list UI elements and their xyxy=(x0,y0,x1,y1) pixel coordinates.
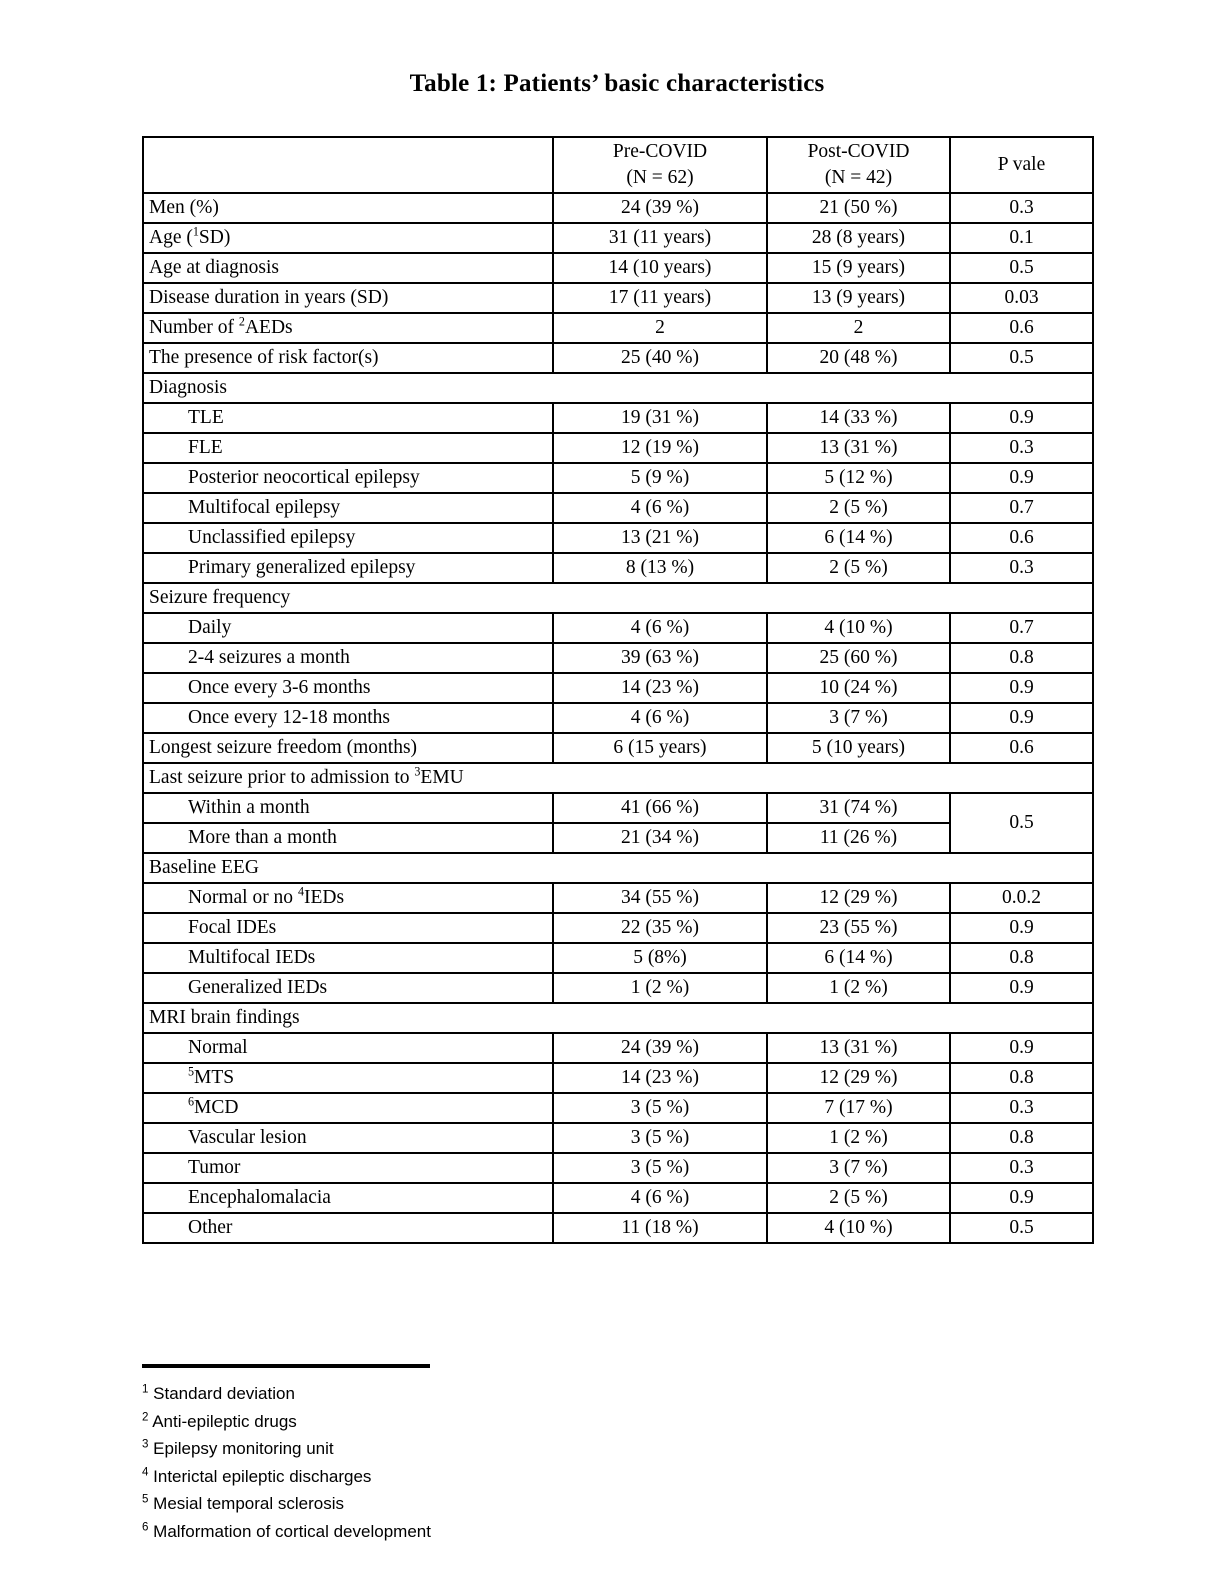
pre-covid-value-cell: 5 (9 %) xyxy=(553,463,767,493)
post-covid-value-cell: 15 (9 years) xyxy=(767,253,950,283)
footnote-number: 4 xyxy=(142,1465,149,1478)
row-label-cell: Unclassified epilepsy xyxy=(143,523,553,553)
table-row xyxy=(143,643,1093,673)
pre-covid-value-cell: 4 (6 %) xyxy=(553,1183,767,1213)
superscript-marker: 1 xyxy=(192,224,199,239)
pre-covid-value-cell: 8 (13 %) xyxy=(553,553,767,583)
table-row xyxy=(143,223,1093,253)
row-label-cell: Number of $^2$AEDs xyxy=(143,313,553,343)
row-label-cell: Age ($^1$SD) xyxy=(143,223,553,253)
row-label-cell: The presence of risk factor(s) xyxy=(143,343,553,373)
row-label-cell: Once every 12-18 months xyxy=(143,703,553,733)
p-value-cell: 0.8 xyxy=(950,1063,1093,1093)
row-label-cell: Daily xyxy=(143,613,553,643)
table-row xyxy=(143,253,1093,283)
p-value-cell: 0.9 xyxy=(950,673,1093,703)
footnote xyxy=(142,1380,1092,1408)
table-title: Table 1: Patients’ basic characteristics xyxy=(409,70,825,97)
p-value-cell: 0.3 xyxy=(950,553,1093,583)
table-row xyxy=(143,883,1093,913)
pre-covid-value-cell: 34 (55 %) xyxy=(553,883,767,913)
row-label-cell: Vascular lesion xyxy=(143,1123,553,1153)
pre-covid-value-cell: 5 (8%) xyxy=(553,943,767,973)
p-value-cell: 0.9 xyxy=(950,1183,1093,1213)
section-label-cell: MRI brain findings xyxy=(143,1003,1093,1033)
table-row xyxy=(143,463,1093,493)
footnote xyxy=(142,1463,1092,1491)
header-post-covid-cell xyxy=(767,137,950,193)
footnote-number: 5 xyxy=(142,1493,149,1506)
section-label-cell: Last seizure prior to admission to $^3$EMU xyxy=(143,763,1093,793)
footnote xyxy=(142,1518,1092,1546)
table-row xyxy=(143,973,1093,1003)
row-label-cell: Posterior neocortical epilepsy xyxy=(143,463,553,493)
row-label-cell: Multifocal IEDs xyxy=(143,943,553,973)
footnotes-block xyxy=(142,1364,1092,1545)
row-label-cell: Once every 3-6 months xyxy=(143,673,553,703)
footnote-list xyxy=(142,1380,1092,1545)
superscript-marker: 3 xyxy=(414,764,421,779)
row-label-cell: Tumor xyxy=(143,1153,553,1183)
p-value-cell: 0.9 xyxy=(950,463,1093,493)
row-label-cell: Encephalomalacia xyxy=(143,1183,553,1213)
table-row xyxy=(143,343,1093,373)
post-covid-value-cell: 2 (5 %) xyxy=(767,553,950,583)
p-value-cell: 0.8 xyxy=(950,943,1093,973)
post-covid-value-cell: 11 (26 %) xyxy=(767,823,950,853)
row-label-cell: $^6$MCD xyxy=(143,1093,553,1123)
post-covid-value-cell: 1 (2 %) xyxy=(767,1123,950,1153)
table-row xyxy=(143,1093,1093,1123)
table-row xyxy=(143,703,1093,733)
pre-covid-value-cell: 4 (6 %) xyxy=(553,703,767,733)
p-value-cell: 0.6 xyxy=(950,733,1093,763)
post-covid-value-cell: 28 (8 years) xyxy=(767,223,950,253)
header-empty-cell xyxy=(143,137,553,193)
superscript-marker: 5 xyxy=(188,1064,195,1079)
p-value-cell: 0.8 xyxy=(950,643,1093,673)
pre-covid-value-cell: 3 (5 %) xyxy=(553,1123,767,1153)
section-label-cell: Seizure frequency xyxy=(143,583,1093,613)
table-row xyxy=(143,733,1093,763)
post-covid-value-cell: 2 (5 %) xyxy=(767,493,950,523)
table-header xyxy=(143,137,1093,193)
footnote-number: 1 xyxy=(142,1383,149,1396)
pre-covid-value-cell: 6 (15 years) xyxy=(553,733,767,763)
pre-covid-value-cell: 4 (6 %) xyxy=(553,493,767,523)
footnote-text: Malformation of cortical development xyxy=(153,1521,431,1541)
table-row xyxy=(143,553,1093,583)
p-value-cell: 0.9 xyxy=(950,403,1093,433)
pre-covid-value-cell: 3 (5 %) xyxy=(553,1153,767,1183)
p-value-cell: 0.3 xyxy=(950,1093,1093,1123)
post-covid-label: Post-COVID xyxy=(807,141,910,162)
header-row xyxy=(143,137,1093,193)
footnote-text: Interictal epileptic discharges xyxy=(153,1466,372,1486)
section-row xyxy=(143,373,1093,403)
post-covid-value-cell: 20 (48 %) xyxy=(767,343,950,373)
footnote xyxy=(142,1435,1092,1463)
p-value-cell: 0.9 xyxy=(950,973,1093,1003)
table-row xyxy=(143,1213,1093,1243)
p-value-cell: 0.7 xyxy=(950,493,1093,523)
post-covid-value-cell: 2 (5 %) xyxy=(767,1183,950,1213)
post-covid-value-cell: 4 (10 %) xyxy=(767,1213,950,1243)
pre-covid-value-cell: 24 (39 %) xyxy=(553,1033,767,1063)
pre-covid-value-cell: 41 (66 %) xyxy=(553,793,767,823)
row-label-cell: 2-4 seizures a month xyxy=(143,643,553,673)
superscript-marker: 4 xyxy=(297,884,304,899)
superscript-marker: 2 xyxy=(238,314,245,329)
row-label-cell: Other xyxy=(143,1213,553,1243)
post-covid-value-cell: 3 (7 %) xyxy=(767,703,950,733)
p-value-cell: 0.3 xyxy=(950,193,1093,223)
table-row xyxy=(143,673,1093,703)
p-value-cell: 0.8 xyxy=(950,1123,1093,1153)
post-covid-value-cell: 6 (14 %) xyxy=(767,523,950,553)
post-covid-value-cell: 13 (31 %) xyxy=(767,1033,950,1063)
table-row xyxy=(143,1123,1093,1153)
table-row xyxy=(143,613,1093,643)
table-row xyxy=(143,793,1093,823)
pre-covid-value-cell: 12 (19 %) xyxy=(553,433,767,463)
pre-covid-value-cell: 21 (34 %) xyxy=(553,823,767,853)
row-label-cell: Men (%) xyxy=(143,193,553,223)
p-value-cell: 0.6 xyxy=(950,313,1093,343)
row-label-cell: More than a month xyxy=(143,823,553,853)
p-value-cell: 0.0.2 xyxy=(950,883,1093,913)
header-pre-covid-cell xyxy=(553,137,767,193)
pre-covid-value-cell: 17 (11 years) xyxy=(553,283,767,313)
pre-covid-value-cell: 2 xyxy=(553,313,767,343)
p-value-cell: 0.5 xyxy=(950,253,1093,283)
pre-covid-value-cell: 19 (31 %) xyxy=(553,403,767,433)
p-value-cell: 0.03 xyxy=(950,283,1093,313)
pre-covid-value-cell: 13 (21 %) xyxy=(553,523,767,553)
row-label-cell: TLE xyxy=(143,403,553,433)
pre-covid-value-cell: 22 (35 %) xyxy=(553,913,767,943)
pre-covid-value-cell: 24 (39 %) xyxy=(553,193,767,223)
footnote-number: 2 xyxy=(142,1410,149,1423)
row-label-cell: $^5$MTS xyxy=(143,1063,553,1093)
row-label-cell: Multifocal epilepsy xyxy=(143,493,553,523)
section-row xyxy=(143,1003,1093,1033)
pre-covid-value-cell: 39 (63 %) xyxy=(553,643,767,673)
table-row xyxy=(143,283,1093,313)
post-covid-value-cell: 12 (29 %) xyxy=(767,883,950,913)
section-row xyxy=(143,583,1093,613)
row-label-cell: Primary generalized epilepsy xyxy=(143,553,553,583)
p-value-cell: 0.9 xyxy=(950,703,1093,733)
row-label-cell: Normal xyxy=(143,1033,553,1063)
post-covid-value-cell: 25 (60 %) xyxy=(767,643,950,673)
table-row xyxy=(143,1063,1093,1093)
p-value-cell: 0.5 xyxy=(950,1213,1093,1243)
post-covid-value-cell: 10 (24 %) xyxy=(767,673,950,703)
p-value-cell: 0.5 xyxy=(950,793,1093,853)
footnote xyxy=(142,1408,1092,1436)
p-value-cell: 0.3 xyxy=(950,1153,1093,1183)
table-row xyxy=(143,313,1093,343)
table-row xyxy=(143,403,1093,433)
characteristics-table xyxy=(142,136,1094,1244)
footnote-number: 3 xyxy=(142,1438,149,1451)
pre-covid-value-cell: 31 (11 years) xyxy=(553,223,767,253)
post-covid-value-cell: 13 (9 years) xyxy=(767,283,950,313)
post-covid-value-cell: 1 (2 %) xyxy=(767,973,950,1003)
row-label-cell: Disease duration in years (SD) xyxy=(143,283,553,313)
section-row xyxy=(143,853,1093,883)
post-covid-value-cell: 5 (12 %) xyxy=(767,463,950,493)
table-row xyxy=(143,1033,1093,1063)
footnote-text: Anti-epileptic drugs xyxy=(152,1411,297,1431)
post-covid-value-cell: 23 (55 %) xyxy=(767,913,950,943)
p-value-cell: 0.1 xyxy=(950,223,1093,253)
footnote-text: Mesial temporal sclerosis xyxy=(153,1494,344,1513)
pre-covid-value-cell: 14 (23 %) xyxy=(553,1063,767,1093)
pre-covid-value-cell: 11 (18 %) xyxy=(553,1213,767,1243)
p-value-cell: 0.7 xyxy=(950,613,1093,643)
footnote-number: 6 xyxy=(142,1520,149,1533)
post-covid-n: (N = 42) xyxy=(824,167,893,188)
post-covid-value-cell: 12 (29 %) xyxy=(767,1063,950,1093)
row-label-cell: Focal IDEs xyxy=(143,913,553,943)
pre-covid-value-cell: 14 (23 %) xyxy=(553,673,767,703)
pre-covid-value-cell: 3 (5 %) xyxy=(553,1093,767,1123)
table-row xyxy=(143,193,1093,223)
pre-covid-value-cell: 25 (40 %) xyxy=(553,343,767,373)
pre-covid-n: (N = 62) xyxy=(626,167,694,188)
p-value-cell: 0.9 xyxy=(950,913,1093,943)
row-label-cell: Normal or no $^4$IEDs xyxy=(143,883,553,913)
pre-covid-value-cell: 1 (2 %) xyxy=(553,973,767,1003)
header-p-value-cell: P vale xyxy=(950,137,1093,193)
row-label-cell: Longest seizure freedom (months) xyxy=(143,733,553,763)
pre-covid-value-cell: 4 (6 %) xyxy=(553,613,767,643)
table-row xyxy=(143,913,1093,943)
p-value-cell: 0.9 xyxy=(950,1033,1093,1063)
post-covid-value-cell: 3 (7 %) xyxy=(767,1153,950,1183)
p-value-cell: 0.3 xyxy=(950,433,1093,463)
row-label-cell: Within a month xyxy=(143,793,553,823)
post-covid-value-cell: 13 (31 %) xyxy=(767,433,950,463)
post-covid-value-cell: 4 (10 %) xyxy=(767,613,950,643)
table-row xyxy=(143,433,1093,463)
p-value-cell: 0.5 xyxy=(950,343,1093,373)
section-label-cell: Diagnosis xyxy=(143,373,1093,403)
row-label-cell: Age at diagnosis xyxy=(143,253,553,283)
pre-covid-value-cell: 14 (10 years) xyxy=(553,253,767,283)
post-covid-value-cell: 2 xyxy=(767,313,950,343)
footnote xyxy=(142,1490,1092,1518)
footnote-text: Standard deviation xyxy=(153,1384,295,1403)
section-label-cell: Baseline EEG xyxy=(143,853,1093,883)
table-row xyxy=(143,1153,1093,1183)
row-label-cell: FLE xyxy=(143,433,553,463)
pre-covid-label: Pre-COVID xyxy=(612,141,708,162)
row-label-cell: Generalized IEDs xyxy=(143,973,553,1003)
post-covid-value-cell: 31 (74 %) xyxy=(767,793,950,823)
table-row xyxy=(143,523,1093,553)
p-value-cell: 0.6 xyxy=(950,523,1093,553)
table-body xyxy=(143,193,1093,1243)
post-covid-value-cell: 5 (10 years) xyxy=(767,733,950,763)
post-covid-value-cell: 14 (33 %) xyxy=(767,403,950,433)
footnote-text: Epilepsy monitoring unit xyxy=(153,1439,334,1458)
section-row xyxy=(143,763,1093,793)
post-covid-value-cell: 6 (14 %) xyxy=(767,943,950,973)
footnote-separator xyxy=(142,1364,430,1368)
table-row xyxy=(143,943,1093,973)
post-covid-value-cell: 7 (17 %) xyxy=(767,1093,950,1123)
table-row xyxy=(143,493,1093,523)
post-covid-value-cell: 21 (50 %) xyxy=(767,193,950,223)
table-row xyxy=(143,1183,1093,1213)
superscript-marker: 6 xyxy=(188,1094,195,1109)
